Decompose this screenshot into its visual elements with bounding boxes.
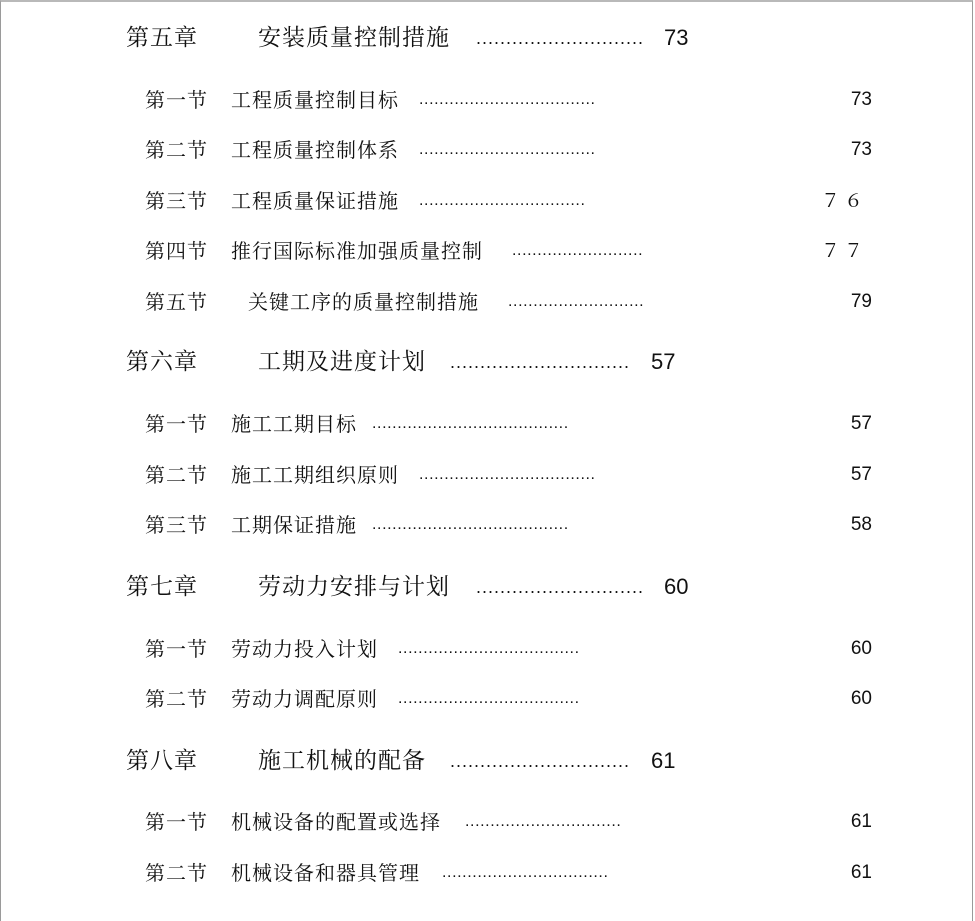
- section-number: 第五节: [145, 290, 208, 314]
- section-page-number: 60: [850, 638, 872, 659]
- chapter-number: 第六章: [126, 349, 198, 375]
- section-page-number: 57: [850, 464, 872, 485]
- section-page-number: 73: [850, 139, 872, 160]
- leader-dots: .................................: [442, 864, 609, 881]
- chapter-title: 施工机械的配备: [258, 748, 426, 774]
- section-number: 第一节: [145, 810, 208, 834]
- section-title: 机械设备的配置或选择: [231, 810, 441, 834]
- toc-section[interactable]: [0, 84, 975, 116]
- section-page-number: 61: [850, 811, 872, 832]
- section-number: 第一节: [145, 88, 208, 112]
- section-page-number: 57: [850, 413, 872, 434]
- section-page-number: 60: [850, 688, 872, 709]
- section-title: 关键工序的质量控制措施: [248, 290, 479, 314]
- chapter-title: 劳动力安排与计划: [258, 574, 450, 600]
- section-number: 第二节: [145, 463, 208, 487]
- section-page-number: 58: [850, 514, 872, 535]
- chapter-page-number: 60: [664, 574, 689, 599]
- toc-chapter-6[interactable]: [0, 346, 975, 378]
- toc-section[interactable]: [0, 459, 975, 491]
- toc-section[interactable]: [0, 633, 975, 665]
- toc-section[interactable]: [0, 134, 975, 166]
- toc-section[interactable]: [0, 509, 975, 541]
- chapter-title: 安装质量控制措施: [258, 25, 450, 51]
- leader-dots: ..............................: [450, 751, 631, 771]
- leader-dots: ............................: [476, 577, 645, 597]
- chapter-page-number: 57: [651, 349, 676, 374]
- section-title: 机械设备和器具管理: [231, 861, 420, 885]
- section-page-number: ７６: [820, 190, 867, 212]
- toc-chapter-5[interactable]: [0, 22, 975, 54]
- leader-dots: ............................: [476, 28, 645, 48]
- section-page-number: 61: [850, 862, 872, 883]
- leader-dots: ...................................: [419, 466, 596, 483]
- section-title: 施工工期组织原则: [231, 463, 399, 487]
- leader-dots: .......................................: [372, 415, 569, 432]
- section-title: 工程质量保证措施: [231, 189, 399, 213]
- chapter-number: 第五章: [126, 25, 198, 51]
- section-number: 第一节: [145, 412, 208, 436]
- toc-chapter-7[interactable]: [0, 571, 975, 603]
- section-title: 工程质量控制目标: [231, 88, 399, 112]
- chapter-page-number: 73: [664, 25, 689, 50]
- section-title: 施工工期目标: [231, 412, 357, 436]
- section-title: 推行国际标准加强质量控制: [231, 239, 483, 263]
- leader-dots: ..............................: [450, 352, 631, 372]
- leader-dots: .......................................: [372, 516, 569, 533]
- leader-dots: ....................................: [398, 640, 580, 657]
- toc-section[interactable]: [0, 857, 975, 889]
- leader-dots: ..........................: [512, 242, 644, 259]
- leader-dots: .................................: [419, 192, 586, 209]
- toc-section[interactable]: [0, 683, 975, 715]
- chapter-number: 第七章: [126, 574, 198, 600]
- toc-section[interactable]: [0, 408, 975, 440]
- chapter-number: 第八章: [126, 748, 198, 774]
- toc-section[interactable]: [0, 286, 975, 318]
- section-number: 第三节: [145, 189, 208, 213]
- section-number: 第一节: [145, 637, 208, 661]
- toc-chapter-8[interactable]: [0, 745, 975, 777]
- section-number: 第三节: [145, 513, 208, 537]
- section-title: 劳动力调配原则: [231, 687, 378, 711]
- leader-dots: ...........................: [508, 293, 645, 310]
- section-number: 第二节: [145, 687, 208, 711]
- section-number: 第二节: [145, 861, 208, 885]
- leader-dots: ...................................: [419, 91, 596, 108]
- section-number: 第二节: [145, 138, 208, 162]
- leader-dots: ....................................: [398, 690, 580, 707]
- leader-dots: ...................................: [419, 141, 596, 158]
- toc-section[interactable]: [0, 235, 975, 267]
- section-title: 工期保证措施: [231, 513, 357, 537]
- toc-section[interactable]: [0, 806, 975, 838]
- section-page-number: ７７: [820, 240, 867, 262]
- toc-section[interactable]: [0, 185, 975, 217]
- section-page-number: 73: [850, 89, 872, 110]
- section-number: 第四节: [145, 239, 208, 263]
- chapter-page-number: 61: [651, 748, 676, 773]
- section-title: 劳动力投入计划: [231, 637, 378, 661]
- section-page-number: 79: [850, 291, 872, 312]
- leader-dots: ...............................: [465, 813, 622, 830]
- section-title: 工程质量控制体系: [231, 138, 399, 162]
- chapter-title: 工期及进度计划: [258, 349, 426, 375]
